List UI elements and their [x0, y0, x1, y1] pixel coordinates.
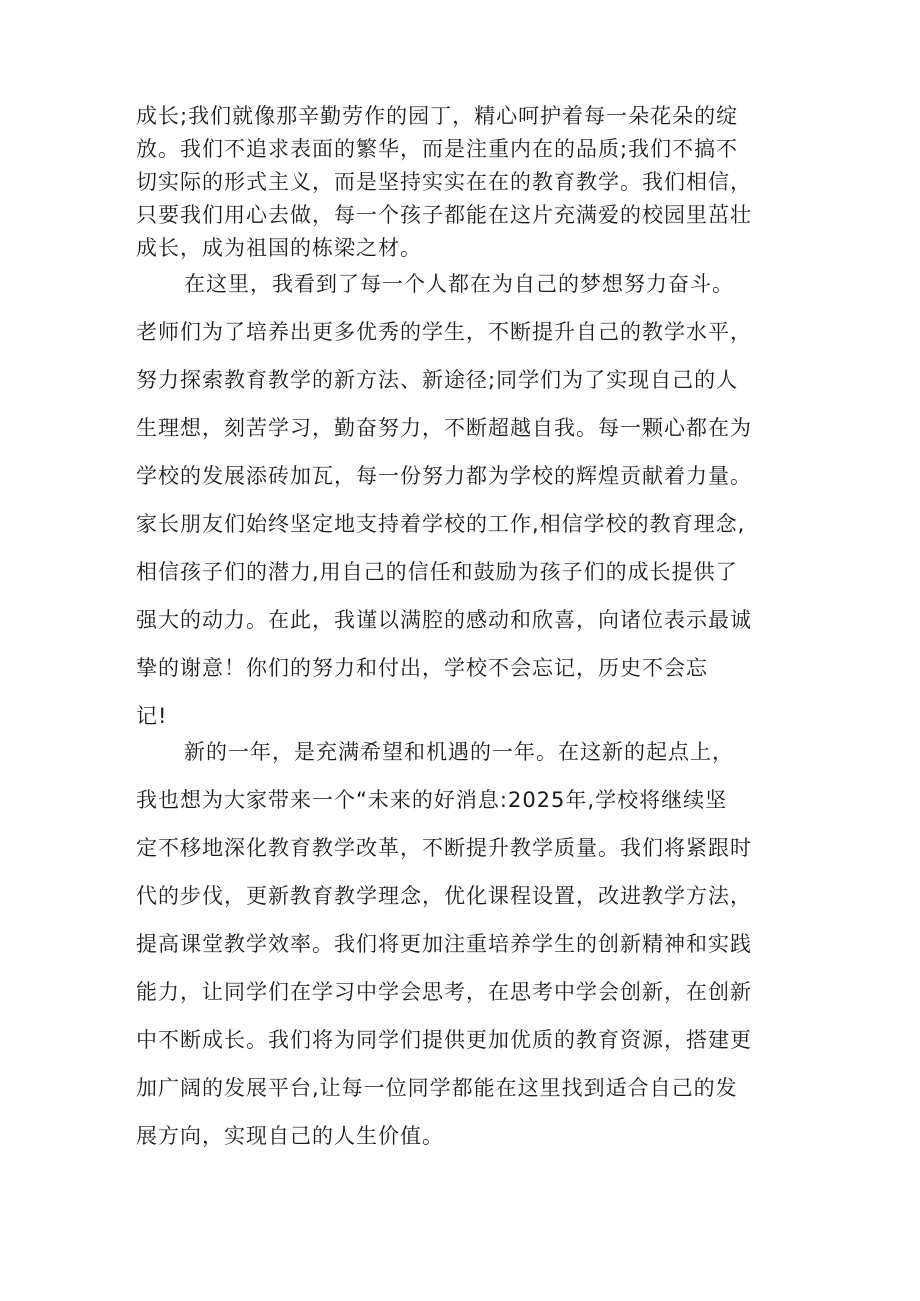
text-line: 加广阔的发展平台,让每一位同学都能在这里找到适合自己的发: [136, 1076, 738, 1100]
text-line: 相信孩子们的潜力,用自己的信任和鼓励为孩子们的成长提供了: [136, 560, 738, 584]
text-line: 在这里，我看到了每一个人都在为自己的梦想努力奋斗。: [184, 272, 734, 296]
text-line: 提高课堂教学效率。我们将更加注重培养学生的创新精神和实践: [136, 932, 752, 956]
text-line: 记!: [136, 704, 168, 728]
text-line: 强大的动力。在此，我谨以满腔的感动和欣喜，向诸位表示最诚: [136, 608, 752, 632]
text-line: 中不断成长。我们将为同学们提供更加优质的教育资源，搭建更: [136, 1028, 752, 1052]
text-line: 生理想，刻苦学习，勤奋努力，不断超越自我。每一颗心都在为: [136, 416, 752, 440]
text-line: 只要我们用心去做，每一个孩子都能在这片充满爱的校园里茁壮: [136, 203, 752, 227]
text-line: 家长朋友们始终坚定地支持着学校的工作,相信学校的教育理念,: [136, 512, 746, 536]
text-line: 放。我们不追求表面的繁华，而是注重内在的品质;我们不搞不: [136, 137, 739, 161]
text-line: 能力，让同学们在学习中学会思考，在思考中学会创新，在创新: [136, 980, 752, 1004]
paragraph-3: [136, 728, 786, 1160]
paragraph-2: [136, 260, 786, 740]
paragraph-1: [136, 100, 786, 265]
text-line: 代的步伐，更新教育教学理念，优化课程设置，改进教学方法，: [136, 884, 752, 908]
text-line: 成长;我们就像那辛勤劳作的园丁，精心呵护着每一朵花朵的绽: [136, 104, 739, 128]
text-line: 挚的谢意！你们的努力和付出，学校不会忘记，历史不会忘: [136, 656, 708, 680]
text-line: 定不移地深化教育教学改革，不断提升教学质量。我们将紧跟时: [136, 836, 752, 860]
text-line: 我也想为大家带来一个“未来的好消息:2025年,学校将继续坚: [136, 788, 728, 812]
text-line: 新的一年，是充满希望和机遇的一年。在这新的起点上，: [184, 740, 734, 764]
text-line: 成长，成为祖国的栋梁之材。: [136, 236, 422, 260]
text-line: 学校的发展添砖加瓦，每一份努力都为学校的辉煌贡献着力量。: [136, 464, 752, 488]
text-line: 展方向，实现自己的人生价值。: [136, 1124, 444, 1148]
text-line: 切实际的形式主义，而是坚持实实在在的教育教学。我们相信，: [136, 170, 752, 194]
text-line: 老师们为了培养出更多优秀的学生，不断提升自己的教学水平，: [136, 320, 752, 344]
text-line: 努力探索教育教学的新方法、新途径;同学们为了实现自己的人: [136, 368, 739, 392]
